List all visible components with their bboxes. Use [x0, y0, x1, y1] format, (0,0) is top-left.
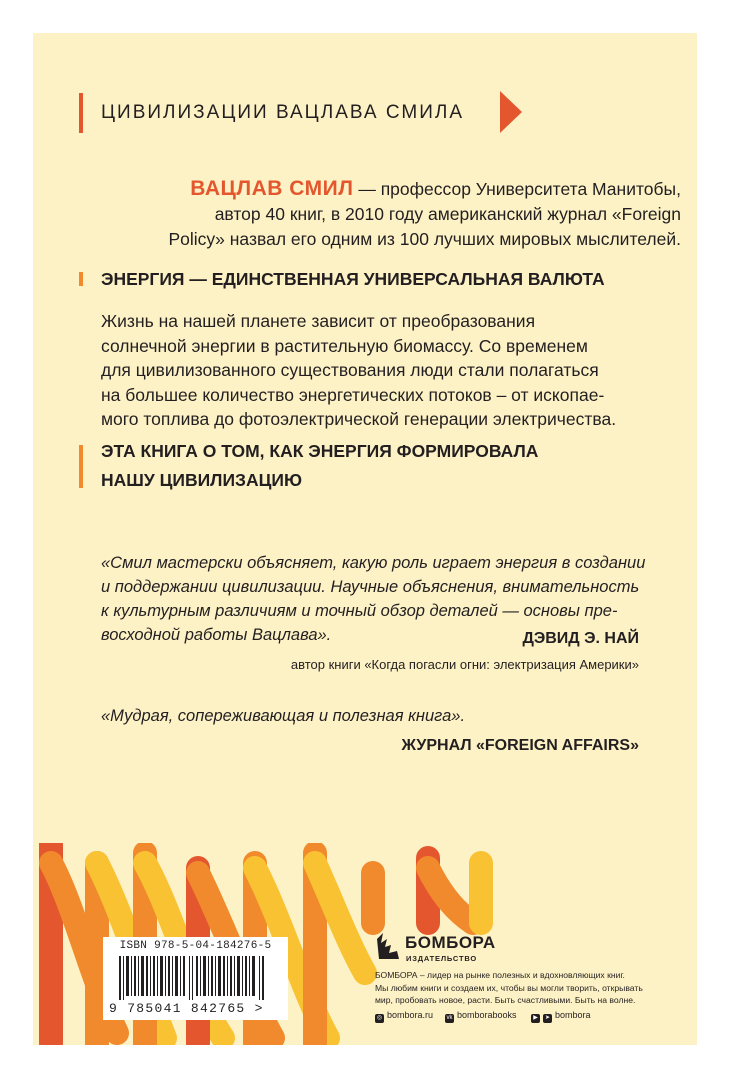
publisher-slogan-line: мир, пробовать новое, расти. Быть счастливыми. Быть на волне.: [375, 995, 636, 1005]
subheading-2-line: НАШУ ЦИВИЛИЗАЦИЮ: [101, 470, 303, 490]
quote-1-line: и поддержании цивилизации. Научные объяснения, внимательность: [101, 578, 640, 596]
publisher-subtitle: ИЗДАТЕЛЬСТВО: [406, 954, 477, 963]
social-telegram: [531, 1010, 591, 1023]
publisher-name: БОМБОРА: [405, 933, 496, 952]
description: [101, 309, 686, 432]
isbn-digits: 9 785041 842765 >: [109, 1001, 264, 1016]
description-line: для цивилизованного существования люди стали полагаться: [101, 360, 599, 380]
description-line: солнечной энергии в растительную биомассу. Со временем: [101, 335, 588, 356]
description-line: мого топлива до фотоэлектрической генерации электричества.: [101, 409, 617, 429]
series-title: ЦИВИЛИЗАЦИИ ВАЦЛАВА СМИЛА: [101, 102, 464, 123]
quote-1-line: к культурным различиям и точный обзор деталей — основы пре-: [101, 602, 618, 620]
social-instagram: [375, 1010, 433, 1023]
quote-1-line: «Смил мастерски объясняет, какую роль играет энергия в создании: [101, 554, 646, 572]
instagram-icon: ◎: [376, 1015, 383, 1021]
social-vk: [445, 1010, 517, 1023]
subheading-1: ЭНЕРГИЯ — ЕДИНСТВЕННАЯ УНИВЕРСАЛЬНАЯ ВАЛЮТА: [101, 269, 605, 289]
book-back-cover: [33, 33, 697, 1045]
youtube-icon: ▶: [531, 1014, 540, 1023]
author-bio-line-2: автор 40 книг, в 2010 году американский журнал «Foreign: [214, 204, 681, 224]
publisher-slogan: [375, 969, 675, 1007]
subheading-2-line: ЭТА КНИГА О ТОМ, КАК ЭНЕРГИЯ ФОРМИРОВАЛА: [101, 441, 539, 461]
quote-1-author: ДЭВИД Э. НАЙ: [522, 630, 639, 647]
quote-1-line: восходной работы Вацлава».: [101, 626, 332, 644]
isbn-label: ISBN 978-5-04-184276-5: [119, 940, 272, 952]
vk-icon: vk: [446, 1015, 453, 1021]
quote-2: «Мудрая, сопереживающая и полезная книга».: [101, 707, 466, 725]
subheading-1-bar: [79, 272, 83, 286]
series-accent-bar: [79, 93, 83, 133]
telegram-icon: ➤: [544, 1015, 551, 1021]
social-telegram-label: bombora: [555, 1010, 591, 1020]
social-vk-label: bomborabooks: [457, 1010, 517, 1020]
quote-1-author-note: автор книги «Когда погасли огни: электризация Америки»: [290, 657, 639, 672]
subheading-2-bar: [79, 445, 83, 488]
author-bio: [101, 176, 681, 252]
author-bio-line-3: Policy» назвал его одним из 100 лучших мировых мыслителей.: [168, 229, 681, 249]
quote-2-source: ЖУРНАЛ «FOREIGN AFFAIRS»: [401, 737, 639, 754]
description-line: Жизнь на нашей планете зависит от преобразования: [101, 311, 536, 331]
publisher-slogan-line: БОМБОРА – лидер на рынке полезных и вдохновляющих книг.: [375, 970, 625, 980]
isbn-barcode-block: [103, 937, 288, 1020]
social-instagram-label: bombora.ru: [387, 1010, 434, 1020]
bombora-logo-icon: [375, 931, 403, 961]
series-arrow-icon: [500, 91, 522, 133]
publisher-slogan-line: Мы любим книги и создаем их, чтобы вы могли творить, открывать: [375, 982, 643, 993]
author-name: ВАЦЛАВ СМИЛ: [190, 177, 354, 200]
subheading-2: [101, 437, 538, 495]
description-line: на большее количество энергетических потоков – от ископае-: [101, 384, 605, 405]
barcode: [119, 956, 271, 1000]
author-bio-line-1: — профессор Университета Манитобы,: [353, 179, 681, 199]
